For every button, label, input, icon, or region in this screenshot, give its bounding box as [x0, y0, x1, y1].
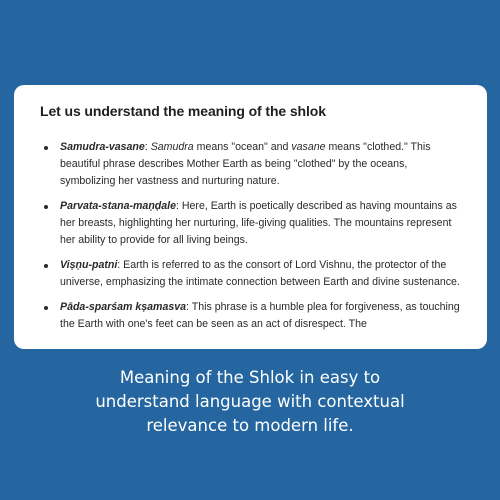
- bullet-icon: [44, 264, 48, 268]
- card-title: Let us understand the meaning of the shlok: [40, 103, 326, 119]
- caption-line: Meaning of the Shlok in easy to: [119, 368, 381, 387]
- bullet-icon: [44, 205, 48, 209]
- list-item: [40, 257, 465, 291]
- bullet-icon: [44, 146, 48, 150]
- list-item: [40, 299, 465, 333]
- item-term: Parvata-stana-maṇḍale: [60, 200, 176, 212]
- list-item: [40, 139, 465, 190]
- bullet-icon: [44, 306, 48, 310]
- item-text: means "ocean" and: [193, 141, 292, 153]
- item-text: : This phrase is a humble plea for forgiveness, as touching the Earth with one's feet can be seen as an act of disrespect. The: [60, 301, 460, 330]
- caption-line: understand language with contextual: [95, 392, 405, 411]
- item-term: Viṣṇu-patni: [60, 259, 118, 271]
- item-text: : Earth is referred to as the consort of Lord Vishnu, the protector of the universe, emphasizing the intimate connection between Earth and divine sustenance.: [60, 259, 460, 288]
- list-item: [40, 198, 465, 249]
- item-text: : Here, Earth is poetically described as having mountains as her breasts, highlighting her nurturing, life-giving qualities. The mountains represent her ability to provide for all living beings.: [60, 200, 457, 246]
- item-term: Samudra-vasane: [60, 141, 145, 153]
- meaning-card: [14, 85, 487, 349]
- item-text-italic: Samudra: [150, 141, 194, 153]
- item-term: Pāda-sparśam kṣamasva: [60, 301, 187, 313]
- caption-line: relevance to modern life.: [146, 416, 354, 435]
- item-text: means "clothed." This beautiful phrase describes Mother Earth as being "clothed" by the oceans, symbolizing her vastness and nurturing nature.: [60, 141, 431, 187]
- meaning-list: [40, 139, 465, 333]
- item-text: :: [144, 141, 151, 153]
- caption: [0, 366, 500, 438]
- item-text-italic: vasane: [291, 141, 326, 153]
